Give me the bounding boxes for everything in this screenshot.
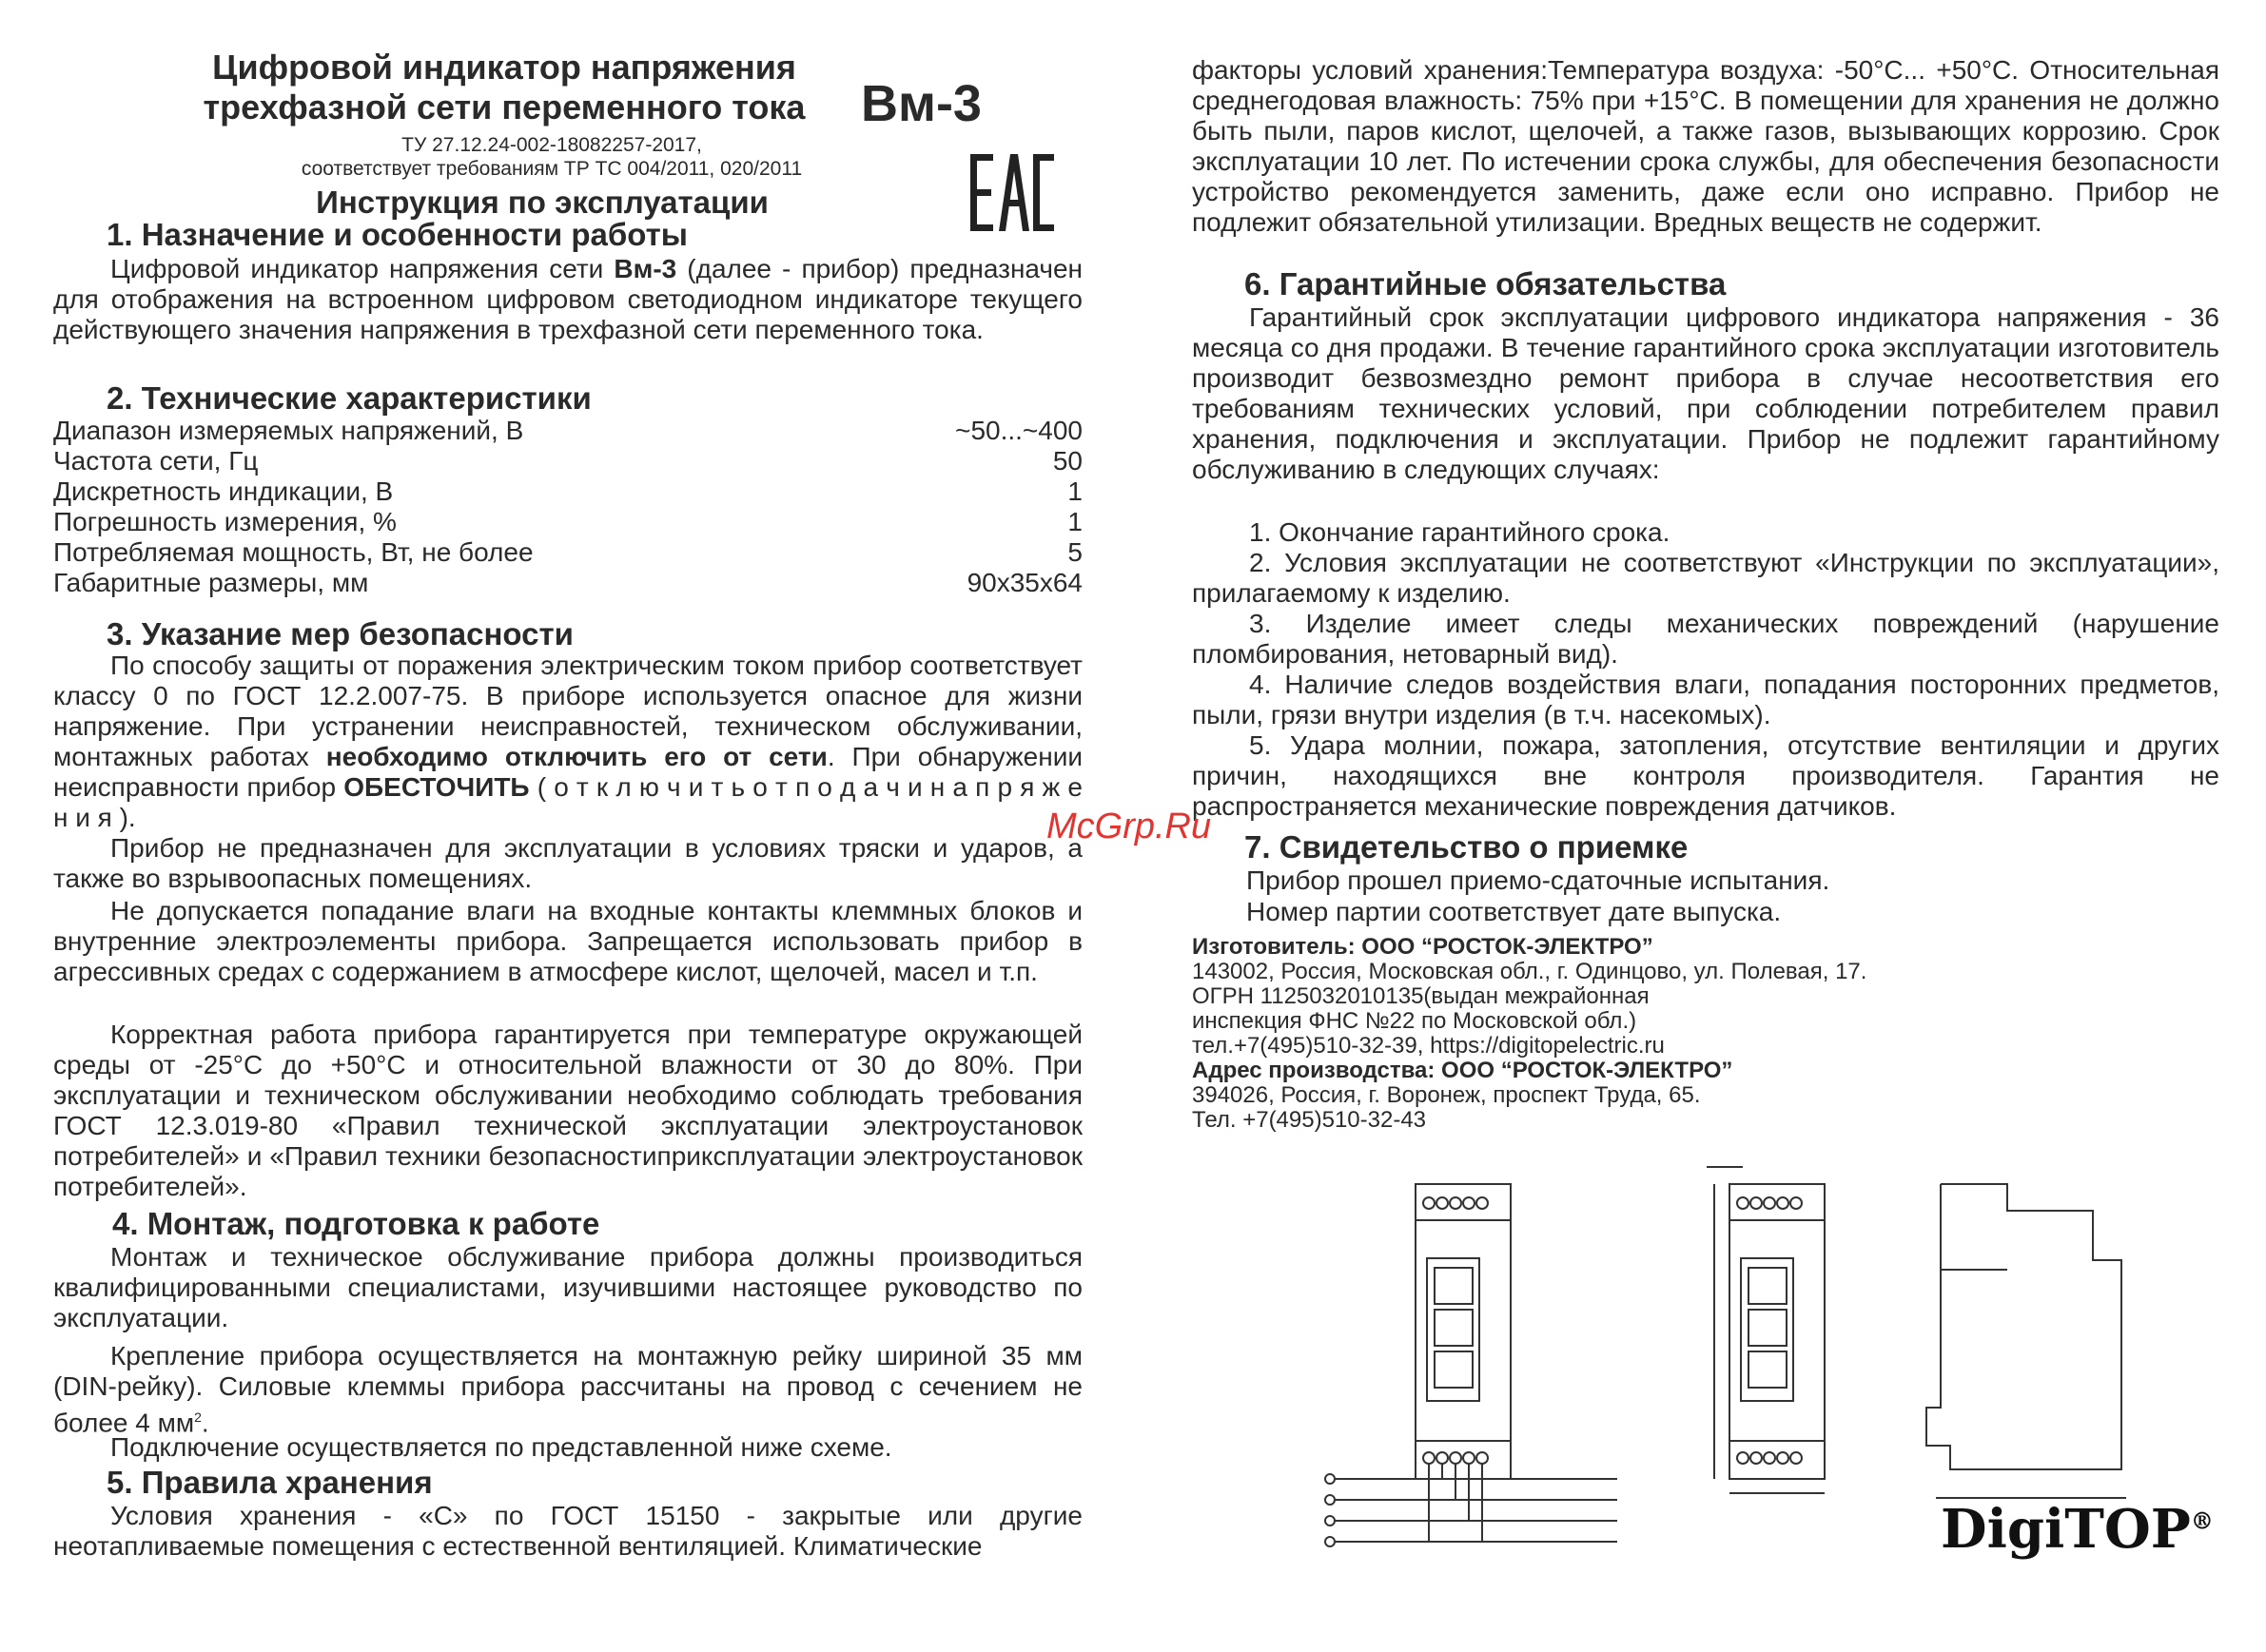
tu-line-1: ТУ 27.12.24-002-18082257-2017, xyxy=(401,134,702,156)
manufacturer-address: 143002, Россия, Московская обл., г. Одинцово, ул. Полевая, 17. xyxy=(1192,959,1867,984)
tu-line-2: соответствует требованиям ТР ТС 004/2011, 020/2011 xyxy=(301,158,803,180)
spec-label: Габаритные размеры, мм xyxy=(53,568,369,597)
spec-value: 1 xyxy=(1067,507,1083,536)
s4-p2-a: Крепление прибора осуществляется на монтажную рейку шириной 35 мм (DIN-рейку). Силовые клеммы прибора рассчитаны на провод с сечением не более 4 мм xyxy=(53,1341,1083,1438)
spec-label: Погрешность измерения, % xyxy=(53,507,397,536)
manufacturer-ogrn-2: инспекция ФНС №22 по Московской обл.) xyxy=(1192,1008,1637,1034)
s3-p1-c: . При обнаружении неисправности прибор xyxy=(53,742,1083,802)
spec-row xyxy=(53,416,1083,446)
section-4-p1: Монтаж и техническое обслуживание прибора должны производиться квалифицированными специалистами, изучившими настоящее руководство по эксплуатации. xyxy=(53,1242,1083,1332)
spec-value: ~50...~400 xyxy=(955,416,1083,445)
list-item: 3. Изделие имеет следы механических повреждений (нарушение пломбирования, нетоварный вид). xyxy=(1192,609,2219,669)
device-front-body xyxy=(1416,1184,1511,1479)
s3-p1-b: необходимо отключить его от сети xyxy=(325,742,828,771)
s3-p1-e: ( о т к л ю ч и т ь о т п о д а ч и н а п р я ж е н и я ). xyxy=(53,772,1083,832)
spec-label: Потребляемая мощность, Вт, не более xyxy=(53,537,534,567)
section-5-p1: Условия хранения - «С» по ГОСТ 15150 - закрытые или другие неотапливаемые помещения с естественной вентиляцией. Климатические xyxy=(53,1501,1083,1561)
warranty-exclusions-list xyxy=(1192,517,2219,822)
section-6-title: 6. Гарантийные обязательства xyxy=(1244,266,1727,301)
manufacturer-label: Изготовитель: ООО “РОСТОК-ЭЛЕКТРО” xyxy=(1192,934,1653,960)
section-3-title: 3. Указание мер безопасности xyxy=(107,616,574,651)
section-5-p2: факторы условий хранения:Температура воздуха: -50°С... +50°С. Относительная среднегодовая влажность: 75% при +15°С. В помещении для хранения не должно быть пыли, паров кислот, щелочей, а также газов, вызывающих коррозию. Срок эксплуатации 10 лет. По истечении срока службы, для обеспечения безопасности устройство рекомендуется заменить, даже если оно исправно. Прибор не подлежит обязательной утилизации. Вредных веществ не содержит. xyxy=(1192,55,2219,237)
section-1-text xyxy=(53,254,1083,345)
spec-row xyxy=(53,507,1083,537)
spec-row xyxy=(53,537,1083,568)
s3-p1-d: ОБЕСТОЧИТЬ xyxy=(343,772,530,802)
s4-p2-sup: 2 xyxy=(194,1409,202,1425)
spec-row xyxy=(53,568,1083,598)
section-5-title: 5. Правила хранения xyxy=(107,1465,433,1500)
acceptance-line-1: Прибор прошел приемо-сдаточные испытания. xyxy=(1246,865,1830,895)
spec-value: 90х35х64 xyxy=(967,568,1083,597)
device-side-view xyxy=(1926,1184,2121,1469)
production-address: 394026, Россия, г. Воронеж, проспект Труда, 65. xyxy=(1192,1082,1701,1108)
section-3-p2: Прибор не предназначен для эксплуатации в условиях тряски и ударов, а также во взрывоопасных помещениях. xyxy=(53,833,1083,893)
section-6-p1: Гарантийный срок эксплуатации цифрового индикатора напряжения - 36 месяца со дня продажи. В течение гарантийного срока эксплуатации изготовитель производит безвозмездно ремонт прибора в случае несоответствия его требованиям технических условий, при соблюдении потребителем правил хранения, подключения и эксплуатации. Прибор не подлежит гарантийному обслуживанию в следующих случаях: xyxy=(1192,302,2219,484)
section-4-p2 xyxy=(53,1341,1083,1438)
document-title xyxy=(124,48,885,127)
list-item: 4. Наличие следов воздействия влаги, попадания посторонних предметов, пыли, грязи внутри изделия (в т.ч. насекомых). xyxy=(1192,670,2219,729)
spec-value: 1 xyxy=(1067,476,1083,506)
spec-value: 50 xyxy=(1052,446,1083,476)
section-3-p1 xyxy=(53,651,1083,833)
title-line-1: Цифровой индикатор напряжения xyxy=(212,48,796,87)
title-line-2: трехфазной сети переменного тока xyxy=(203,87,806,126)
acceptance-line-2: Номер партии соответствует дате выпуска. xyxy=(1246,897,1782,926)
model-name: Вм-3 xyxy=(861,75,982,132)
brand-logo xyxy=(1941,1498,2214,1561)
section-4-p3: Подключение осуществляется по представленной ниже схеме. xyxy=(110,1432,892,1462)
eac-mark-icon xyxy=(968,152,1056,233)
manufacturer-contacts: тел.+7(495)510-32-39, https://digitopelectric.ru xyxy=(1192,1033,1665,1059)
spec-label: Частота сети, Гц xyxy=(53,446,259,476)
s1-text-post: (далее - прибор) предназначен для отображения на встроенном цифровом светодиодном индикаторе текущего действующего значения напряжения в трехфазной сети переменного тока. xyxy=(53,254,1084,344)
list-item: 2. Условия эксплуатации не соответствуют «Инструкции по эксплуатации», прилагаемому к изделию. xyxy=(1192,548,2219,608)
spec-label: Дискретность индикации, В xyxy=(53,476,394,506)
tu-reference xyxy=(247,133,856,181)
manufacturer-ogrn-1: ОГРН 1125032010135(выдан межрайонная xyxy=(1192,983,1650,1009)
list-item: 5. Удара молнии, пожара, затопления, отсутствие вентиляции и других причин, находящихся вне контроля производителя. Гарантия не распространяется механические повреждения датчиков. xyxy=(1192,730,2219,821)
section-3-p4: Корректная работа прибора гарантируется при температуре окружающей среды от -25°С до +50°С и относительной влажности от 30 до 80%. При эксплуатации и техническом обслуживании необходимо соблюдать требования ГОСТ 12.3.019-80 «Правил технической эксплуатации электроустановок потребителей» и «Правил техники безопасностиприксплуатации электроустановок потребителей». xyxy=(53,1020,1083,1201)
s3-p1-a: По способу защиты от поражения электрическим током прибор соответствует классу 0 по ГОСТ 12.2.007-75. В приборе используется опасное для жизни напряжение. При устранении неисправностей, техническом обслуживании, монтажных работах xyxy=(53,651,1083,771)
manual-heading: Инструкция по эксплуатации xyxy=(316,185,769,220)
spec-table xyxy=(53,416,1083,598)
production-phone: Тел. +7(495)510-32-43 xyxy=(1192,1107,1427,1133)
section-4-title: 4. Монтаж, подготовка к работе xyxy=(112,1206,600,1241)
production-label: Адрес производства: ООО “РОСТОК-ЭЛЕКТРО” xyxy=(1192,1058,1733,1083)
s1-model: Вм-3 xyxy=(614,254,677,283)
device-front-dimension xyxy=(1729,1184,1825,1479)
spec-label: Диапазон измеряемых напряжений, В xyxy=(53,416,524,445)
spec-row xyxy=(53,446,1083,476)
section-3-p3: Не допускается попадание влаги на входные контакты клеммных блоков и внутренние электроэлементы прибора. Запрещается использовать прибор в агрессивных средах с содержанием в атмосфере кислот, щелочей, масел и т.п. xyxy=(53,896,1083,986)
list-item: 1. Окончание гарантийного срока. xyxy=(1249,517,1670,547)
spec-row xyxy=(53,476,1083,507)
registered-mark: ® xyxy=(2190,1506,2214,1535)
section-7-title: 7. Свидетельство о приемке xyxy=(1244,829,1689,865)
section-2-title: 2. Технические характеристики xyxy=(107,380,592,416)
s4-p2-b: . xyxy=(201,1408,209,1438)
s1-text-pre: Цифровой индикатор напряжения сети xyxy=(110,254,615,283)
brand-logo-text: DigiTOP xyxy=(1941,1498,2191,1561)
manufacturer-info xyxy=(1192,935,2219,1133)
watermark: McGrp.Ru xyxy=(1046,807,1212,846)
spec-value: 5 xyxy=(1067,537,1083,567)
section-1-title: 1. Назначение и особенности работы xyxy=(107,217,688,252)
